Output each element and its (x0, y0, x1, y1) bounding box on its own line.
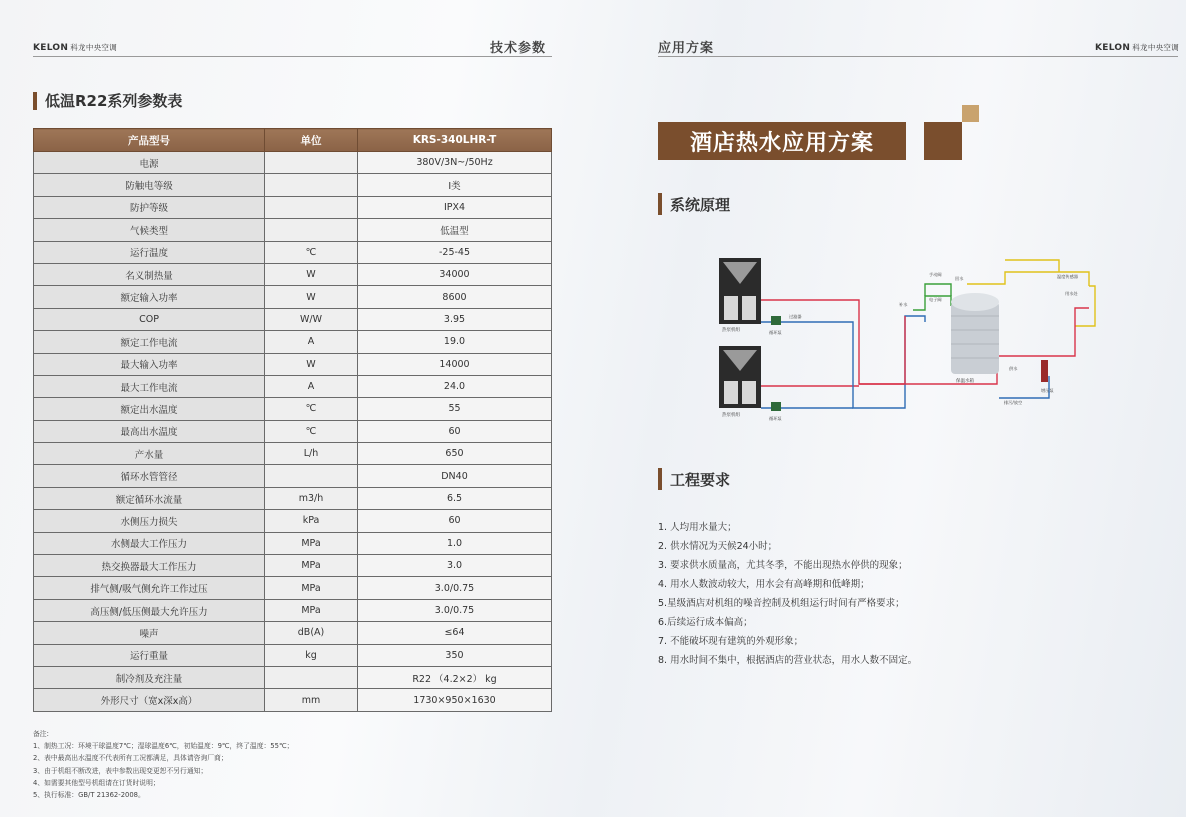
title-bar (658, 193, 662, 215)
requirements-list (658, 518, 917, 670)
label-pump2: 循环泵 (769, 416, 782, 421)
cell-param: 防护等级 (34, 196, 265, 218)
label-supply: 供水 (1009, 366, 1018, 371)
table-row (34, 286, 552, 308)
system-title-text: 系统原理 (670, 195, 731, 214)
cell-value: 低温型 (358, 219, 552, 241)
label-booster: 增压泵 (1041, 388, 1054, 393)
requirement-item: 4. 用水人数波动较大，用水会有高峰期和低峰期； (658, 579, 870, 590)
cell-value: R22 （4.2×2） kg (358, 666, 552, 688)
spec-table (33, 128, 552, 712)
cell-value: 1.0 (358, 532, 552, 554)
cell-value: 14000 (358, 353, 552, 375)
heat-pump-unit-1 (719, 258, 761, 333)
requirement-item: 2. 供水情况为天候24小时； (658, 541, 778, 552)
right-page (593, 0, 1186, 817)
table-row (34, 689, 552, 711)
table-row (34, 420, 552, 442)
cell-unit: ℃ (265, 398, 358, 420)
title-bar (33, 92, 37, 110)
table-row (34, 308, 552, 330)
cell-unit: ℃ (265, 241, 358, 263)
label-return: 回水 (955, 276, 964, 281)
decor-square-big (924, 122, 962, 160)
pump-icons (771, 316, 1048, 411)
requirement-item: 7. 不能破坏现有建筑的外观形象； (658, 636, 804, 647)
cell-unit: MPa (265, 599, 358, 621)
req-title (658, 468, 730, 490)
cell-value: 8600 (358, 286, 552, 308)
cell-param: 产水量 (34, 443, 265, 465)
brand-name: KELON (33, 43, 69, 53)
table-title-text: 低温R22系列参数表 (45, 92, 183, 110)
cell-unit: dB(A) (265, 622, 358, 644)
table-row (34, 487, 552, 509)
cell-unit: A (265, 331, 358, 353)
cell-param: 最大输入功率 (34, 353, 265, 375)
table-row (34, 577, 552, 599)
table-row (34, 443, 552, 465)
cell-value: 3.95 (358, 308, 552, 330)
cell-param: COP (34, 308, 265, 330)
cell-param: 额定输入功率 (34, 286, 265, 308)
cell-param: 热交换器最大工作压力 (34, 555, 265, 577)
cell-value: -25-45 (358, 241, 552, 263)
cell-unit (265, 152, 358, 174)
cell-unit: W (265, 286, 358, 308)
cell-value: 3.0 (358, 555, 552, 577)
table-row (34, 555, 552, 577)
header-divider-right (658, 56, 1178, 57)
pipes (761, 260, 1095, 408)
note-item: 4、如需要其他型号机组请在订货时说明； (33, 778, 160, 787)
cell-value: I类 (358, 174, 552, 196)
cell-unit (265, 666, 358, 688)
cell-value: 19.0 (358, 331, 552, 353)
cell-unit (265, 196, 358, 218)
cell-unit: ℃ (265, 420, 358, 442)
header-divider (33, 56, 552, 57)
table-row (34, 152, 552, 174)
header-model: 产品型号 (34, 129, 265, 152)
label-tank: 保温水箱 (956, 379, 974, 384)
table-row (34, 331, 552, 353)
header-value: KRS-340LHR-T (358, 129, 552, 152)
brand-subtitle: 科龙中央空调 (70, 43, 118, 52)
requirement-item: 6.后续运行成本偏高； (658, 617, 753, 628)
cell-param: 外形尺寸（宽x深x高） (34, 689, 265, 711)
brand-name: KELON (1095, 43, 1131, 53)
table-row (34, 666, 552, 688)
table-row (34, 622, 552, 644)
cell-param: 运行重量 (34, 644, 265, 666)
table-row (34, 599, 552, 621)
table-row (34, 241, 552, 263)
cell-value: 55 (358, 398, 552, 420)
cell-param: 额定工作电流 (34, 331, 265, 353)
table-row (34, 510, 552, 532)
cell-param: 噪声 (34, 622, 265, 644)
cell-param: 最高出水温度 (34, 420, 265, 442)
cell-value: 6.5 (358, 487, 552, 509)
cell-param: 额定循环水流量 (34, 487, 265, 509)
cell-unit: A (265, 375, 358, 397)
requirement-item: 3. 要求供水质量高，尤其冬季，不能出现热水停供的现象； (658, 560, 908, 571)
table-header-row (34, 129, 552, 152)
label-unit1: 热泵机组 (722, 328, 740, 333)
cell-value: IPX4 (358, 196, 552, 218)
table-row (34, 644, 552, 666)
cell-value: 60 (358, 420, 552, 442)
req-title-text: 工程要求 (670, 470, 731, 489)
cell-unit: mm (265, 689, 358, 711)
cell-param: 防触电等级 (34, 174, 265, 196)
label-pump1: 循环泵 (769, 330, 782, 335)
label-valve1: 手动阀 (929, 272, 942, 277)
cell-unit (265, 219, 358, 241)
cell-unit: MPa (265, 532, 358, 554)
brand-logo (33, 42, 117, 53)
cell-value: 380V/3N~/50Hz (358, 152, 552, 174)
cell-param: 运行温度 (34, 241, 265, 263)
cell-value: ≤64 (358, 622, 552, 644)
cell-value: 34000 (358, 263, 552, 285)
cell-value: 60 (358, 510, 552, 532)
label-makeup: 补水 (899, 302, 908, 307)
cell-param: 名义制热量 (34, 263, 265, 285)
table-title (33, 90, 182, 111)
label-unit2: 热泵机组 (722, 413, 740, 418)
cell-param: 水侧最大工作压力 (34, 532, 265, 554)
cell-unit: W (265, 263, 358, 285)
cell-unit: kPa (265, 510, 358, 532)
table-row (34, 353, 552, 375)
note-item: 2、表中最高出水温度不代表所有工况都满足，具体请咨询厂商； (33, 754, 228, 763)
table-row (34, 398, 552, 420)
cell-value: 1730×950×1630 (358, 689, 552, 711)
banner-title: 酒店热水应用方案 (658, 122, 906, 160)
cell-value: DN40 (358, 465, 552, 487)
cell-unit: m3/h (265, 487, 358, 509)
system-diagram (719, 250, 1099, 425)
table-row (34, 263, 552, 285)
section-title-right: 应用方案 (658, 41, 715, 56)
notes-title: 备注: (33, 730, 49, 738)
cell-param: 水侧压力损失 (34, 510, 265, 532)
cell-unit (265, 174, 358, 196)
title-bar (658, 468, 662, 490)
cell-unit: kg (265, 644, 358, 666)
brand-logo-right (1095, 42, 1179, 53)
notes (33, 728, 293, 801)
table-row (34, 196, 552, 218)
requirement-item: 8. 用水时间不集中，根据酒店的营业状态，用水人数不固定。 (658, 655, 918, 666)
label-outlet: 用水处 (1065, 291, 1078, 296)
brand-subtitle: 科龙中央空调 (1132, 43, 1180, 52)
requirement-item: 1. 人均用水量大； (658, 522, 737, 533)
note-item: 3、由于机组不断改进，表中参数出现变更恕不另行通知； (33, 766, 208, 775)
cell-value: 3.0/0.75 (358, 599, 552, 621)
table-row (34, 532, 552, 554)
heat-pump-unit-2 (719, 346, 761, 418)
section-title: 技术参数 (490, 41, 547, 56)
table-row (34, 465, 552, 487)
label-filter: 过滤器 (789, 314, 802, 319)
label-temp-sensor: 温度传感器 (1057, 274, 1078, 279)
cell-value: 3.0/0.75 (358, 577, 552, 599)
cell-param: 电源 (34, 152, 265, 174)
cell-value: 24.0 (358, 375, 552, 397)
storage-tank (951, 293, 999, 384)
note-item: 5、执行标准：GB/T 21362-2008。 (33, 791, 145, 800)
cell-param: 气候类型 (34, 219, 265, 241)
cell-value: 350 (358, 644, 552, 666)
cell-param: 最大工作电流 (34, 375, 265, 397)
cell-param: 排气侧/吸气侧允许工作过压 (34, 577, 265, 599)
system-title (658, 193, 730, 215)
cell-value: 650 (358, 443, 552, 465)
cell-param: 制冷剂及充注量 (34, 666, 265, 688)
cell-unit: W (265, 353, 358, 375)
label-drain: 排污/放空 (1004, 400, 1023, 405)
table-row (34, 174, 552, 196)
cell-unit: L/h (265, 443, 358, 465)
cell-unit (265, 465, 358, 487)
cell-unit: W/W (265, 308, 358, 330)
cell-unit: MPa (265, 555, 358, 577)
diagram-labels (769, 271, 1079, 422)
cell-unit: MPa (265, 577, 358, 599)
cell-param: 高压侧/低压侧最大允许压力 (34, 599, 265, 621)
cell-param: 额定出水温度 (34, 398, 265, 420)
decor-square-small (962, 105, 979, 122)
header-unit: 单位 (265, 129, 358, 152)
label-valve2: 电子阀 (929, 297, 942, 302)
table-row (34, 219, 552, 241)
table-row (34, 375, 552, 397)
requirement-item: 5.星级酒店对机组的噪音控制及机组运行时间有严格要求； (658, 598, 905, 609)
cell-param: 循环水管管径 (34, 465, 265, 487)
note-item: 1、制热工况：环境干球温度7℃；湿球温度6℃，初始温度：9℃，终了温度：55℃； (33, 742, 294, 751)
